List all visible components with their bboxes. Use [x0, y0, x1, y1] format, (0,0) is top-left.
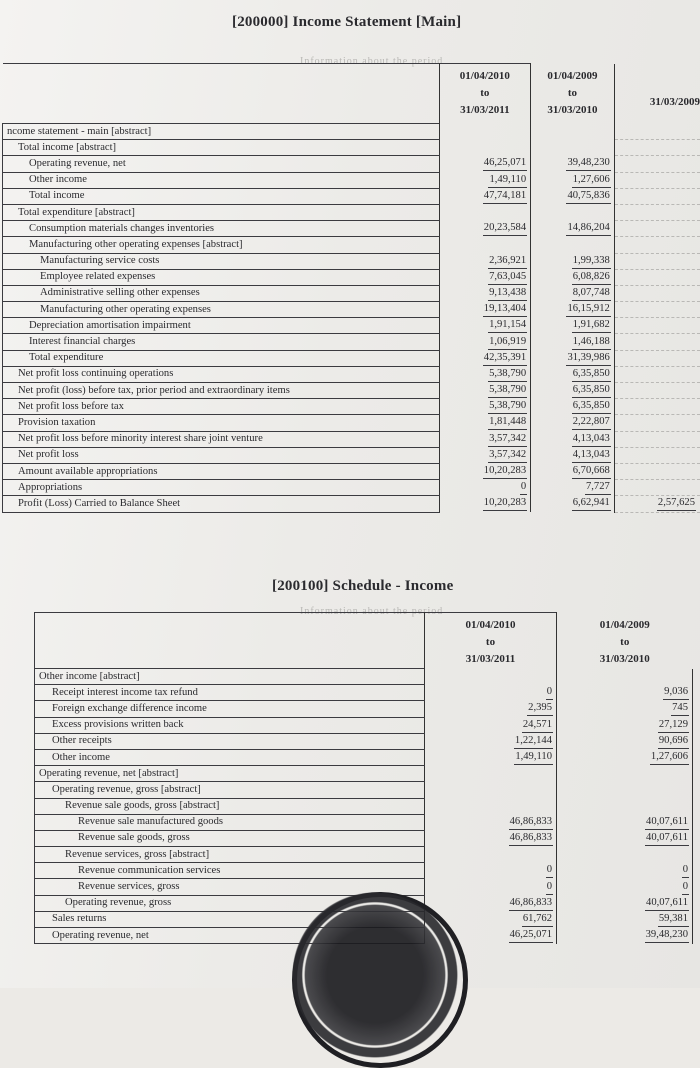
- value-cell: [531, 383, 615, 399]
- income-statement-title: [200000] Income Statement [Main]: [232, 14, 461, 31]
- value-cell: [439, 463, 531, 479]
- cell-value: 6,35,850: [572, 367, 611, 382]
- cell-value: 0: [520, 480, 527, 495]
- table-row: [3, 253, 700, 269]
- value-cell: [557, 685, 693, 701]
- value-cell: [439, 156, 531, 172]
- cell-value: 40,07,611: [645, 815, 689, 830]
- value-cell: [531, 253, 615, 269]
- table-row: [3, 431, 700, 447]
- cell-value: 6,08,826: [572, 270, 611, 285]
- table-row: [35, 782, 693, 798]
- value-cell: [439, 285, 531, 301]
- value-cell: [531, 269, 615, 285]
- value-cell: [614, 156, 700, 172]
- value-cell: [614, 415, 700, 431]
- table-row: [3, 463, 700, 479]
- cell-value: 1,46,188: [572, 335, 611, 350]
- cell-value: 1,06,919: [488, 335, 527, 350]
- value-cell: [614, 253, 700, 269]
- row-label: Sales returns: [35, 911, 425, 927]
- cell-value: 2,57,625: [657, 496, 696, 511]
- cell-value: 5,38,790: [488, 367, 527, 382]
- cell-value: 0: [546, 685, 553, 700]
- table-row: [3, 383, 700, 399]
- cell-value: 7,63,045: [488, 270, 527, 285]
- cell-value: 40,75,836: [566, 189, 610, 204]
- row-label: Administrative selling other expenses: [3, 285, 440, 301]
- value-cell: [531, 140, 615, 156]
- value-cell: [531, 447, 615, 463]
- value-cell: [439, 480, 531, 496]
- cell-value: 46,25,071: [483, 156, 527, 171]
- table-row: [35, 733, 693, 749]
- row-label: Revenue sale goods, gross [abstract]: [35, 798, 425, 814]
- value-cell: [614, 237, 700, 253]
- value-cell: [531, 496, 615, 512]
- value-cell: [439, 302, 531, 318]
- row-label: Revenue services, gross: [35, 879, 425, 895]
- table-row: [3, 285, 700, 301]
- row-label: Operating revenue, net: [35, 928, 425, 944]
- value-cell: [425, 701, 557, 717]
- row-label: Operating revenue, net: [3, 156, 440, 172]
- row-label: Manufacturing service costs: [3, 253, 440, 269]
- cell-value: 7,727: [585, 480, 611, 495]
- value-cell: [557, 928, 693, 944]
- value-cell: [614, 399, 700, 415]
- cell-value: 1,91,682: [572, 318, 611, 333]
- value-cell: [614, 480, 700, 496]
- cell-value: 0: [546, 880, 553, 895]
- cell-value: 9,036: [663, 685, 689, 700]
- value-cell: [439, 496, 531, 512]
- row-label: Employee related expenses: [3, 269, 440, 285]
- value-cell: [557, 863, 693, 879]
- cell-value: 1,49,110: [488, 173, 527, 188]
- value-cell: [531, 399, 615, 415]
- row-label: Manufacturing other operating expenses [abstract]: [3, 237, 440, 253]
- value-cell: [531, 237, 615, 253]
- value-cell: [557, 911, 693, 927]
- table-row: [3, 415, 700, 431]
- value-cell: [531, 172, 615, 188]
- value-cell: [531, 463, 615, 479]
- row-label: Interest financial charges: [3, 334, 440, 350]
- cell-value: 46,86,833: [509, 815, 553, 830]
- value-cell: [531, 415, 615, 431]
- row-label: Foreign exchange difference income: [35, 701, 425, 717]
- value-cell: [439, 383, 531, 399]
- value-cell: [557, 766, 693, 782]
- value-cell: [557, 782, 693, 798]
- row-label: Net profit loss before minority interest share joint venture: [3, 431, 440, 447]
- value-cell: [439, 399, 531, 415]
- value-cell: [439, 415, 531, 431]
- cell-value: 8,07,748: [572, 286, 611, 301]
- cell-value: 0: [682, 863, 689, 878]
- value-cell: [425, 685, 557, 701]
- table-row: [3, 334, 700, 350]
- table-row: [35, 766, 693, 782]
- cell-value: 31,39,986: [566, 351, 610, 366]
- table-row: [3, 366, 700, 382]
- value-cell: [439, 140, 531, 156]
- value-cell: [425, 847, 557, 863]
- value-cell: [614, 188, 700, 204]
- value-cell: [531, 156, 615, 172]
- cell-value: 1,27,606: [650, 750, 689, 765]
- row-label: Other income [abstract]: [35, 669, 425, 685]
- cell-value: 39,48,230: [566, 156, 610, 171]
- table-row: [3, 269, 700, 285]
- table-row: [3, 204, 700, 220]
- value-cell: [439, 350, 531, 366]
- value-cell: [614, 140, 700, 156]
- value-cell: [614, 447, 700, 463]
- value-cell: [531, 480, 615, 496]
- cell-value: 6,70,668: [572, 464, 611, 479]
- value-cell: [614, 431, 700, 447]
- cell-value: 61,762: [522, 912, 553, 927]
- cell-value: 3,57,342: [488, 448, 527, 463]
- cell-value: 9,13,438: [488, 286, 527, 301]
- cell-value: 47,74,181: [483, 189, 527, 204]
- row-label: Revenue services, gross [abstract]: [35, 847, 425, 863]
- cell-value: 1,99,338: [572, 254, 611, 269]
- row-label: Revenue communication services: [35, 863, 425, 879]
- value-cell: [439, 447, 531, 463]
- table-row: [3, 399, 700, 415]
- cell-value: 24,571: [522, 718, 553, 733]
- cell-value: 2,395: [527, 701, 553, 716]
- cell-value: 39,48,230: [645, 928, 689, 943]
- value-cell: [557, 701, 693, 717]
- value-cell: [531, 221, 615, 237]
- value-cell: [614, 318, 700, 334]
- value-cell: [557, 733, 693, 749]
- cell-value: 0: [682, 880, 689, 895]
- value-cell: [439, 334, 531, 350]
- cell-value: 19,13,404: [483, 302, 527, 317]
- value-cell: [439, 172, 531, 188]
- value-cell: [439, 221, 531, 237]
- cell-value: 40,07,611: [645, 831, 689, 846]
- cell-value: 1,91,154: [488, 318, 527, 333]
- cell-value: 2,22,807: [572, 415, 611, 430]
- value-cell: [557, 798, 693, 814]
- value-cell: [557, 749, 693, 765]
- value-cell: [614, 383, 700, 399]
- value-cell: [439, 431, 531, 447]
- schedule-caption: Information about the period: [300, 606, 443, 617]
- row-label: Net profit (loss) before tax, prior period and extraordinary items: [3, 383, 440, 399]
- row-label: Total income [abstract]: [3, 140, 440, 156]
- cell-value: 1,27,606: [572, 173, 611, 188]
- period-header-2009: 31/03/2009: [614, 64, 700, 124]
- value-cell: [614, 285, 700, 301]
- table-row: [35, 749, 693, 765]
- table-row: [35, 814, 693, 830]
- cell-value: 46,86,833: [509, 896, 553, 911]
- table-row: [3, 188, 700, 204]
- cell-value: 42,35,391: [483, 351, 527, 366]
- value-cell: [531, 204, 615, 220]
- period-header-2011: 01/04/2010 to 31/03/2011: [425, 613, 557, 669]
- value-cell: [425, 749, 557, 765]
- value-cell: [614, 302, 700, 318]
- row-label: Depreciation amortisation impairment: [3, 318, 440, 334]
- row-label: Excess provisions written back: [35, 717, 425, 733]
- row-label: Operating revenue, gross: [35, 895, 425, 911]
- value-cell: [439, 318, 531, 334]
- value-cell: [425, 733, 557, 749]
- cell-value: 3,57,342: [488, 432, 527, 447]
- row-label: Net profit loss: [3, 447, 440, 463]
- income-statement-caption: Information about the period: [300, 56, 443, 67]
- table-row: [3, 124, 700, 140]
- value-cell: [531, 350, 615, 366]
- schedule-income-title: [200100] Schedule - Income: [272, 578, 453, 595]
- table-row: [3, 302, 700, 318]
- value-cell: [614, 496, 700, 512]
- value-cell: [557, 814, 693, 830]
- value-cell: [439, 253, 531, 269]
- value-cell: [531, 302, 615, 318]
- row-label: Net profit loss continuing operations: [3, 366, 440, 382]
- value-cell: [614, 463, 700, 479]
- cell-value: 5,38,790: [488, 383, 527, 398]
- row-label: Total expenditure [abstract]: [3, 204, 440, 220]
- value-cell: [439, 366, 531, 382]
- cell-value: 46,25,071: [509, 928, 553, 943]
- value-cell: [425, 766, 557, 782]
- value-cell: [425, 669, 557, 685]
- value-cell: [557, 895, 693, 911]
- cell-value: 6,35,850: [572, 383, 611, 398]
- cell-value: 4,13,043: [572, 448, 611, 463]
- table-row: [3, 140, 700, 156]
- value-cell: [425, 830, 557, 846]
- value-cell: [614, 334, 700, 350]
- cell-value: 6,35,850: [572, 399, 611, 414]
- value-cell: [557, 847, 693, 863]
- table-row: [35, 798, 693, 814]
- cell-value: 4,13,043: [572, 432, 611, 447]
- cell-value: 16,15,912: [566, 302, 610, 317]
- cell-value: 10,20,283: [483, 464, 527, 479]
- table-row: [35, 669, 693, 685]
- period-header-2011: 01/04/2010 to 31/03/2011: [439, 64, 531, 124]
- cell-value: 14,86,204: [566, 221, 610, 236]
- table-row: [3, 221, 700, 237]
- cell-value: 90,696: [658, 734, 689, 749]
- cell-value: 6,62,941: [572, 496, 611, 511]
- table-row: [35, 685, 693, 701]
- table-row: [35, 863, 693, 879]
- value-cell: [425, 782, 557, 798]
- table-row: [3, 447, 700, 463]
- income-statement-table: [2, 63, 700, 513]
- cell-value: 20,23,584: [483, 221, 527, 236]
- value-cell: [614, 172, 700, 188]
- label-header: [3, 64, 440, 124]
- value-cell: [439, 204, 531, 220]
- row-label: Provision taxation: [3, 415, 440, 431]
- period-header-2010: 01/04/2009 to 31/03/2010: [531, 64, 615, 124]
- value-cell: [425, 879, 557, 895]
- value-cell: [531, 318, 615, 334]
- cell-value: 1,22,144: [514, 734, 553, 749]
- value-cell: [439, 237, 531, 253]
- row-label: Operating revenue, net [abstract]: [35, 766, 425, 782]
- row-label: Revenue sale goods, gross: [35, 830, 425, 846]
- cell-value: 46,86,833: [509, 831, 553, 846]
- table-row: [3, 172, 700, 188]
- value-cell: [614, 204, 700, 220]
- value-cell: [614, 366, 700, 382]
- cell-value: 5,38,790: [488, 399, 527, 414]
- cell-value: 10,20,283: [483, 496, 527, 511]
- cell-value: 2,36,921: [488, 254, 527, 269]
- value-cell: [557, 717, 693, 733]
- table-row: [35, 701, 693, 717]
- cell-value: 59,381: [658, 912, 689, 927]
- cell-value: 0: [546, 863, 553, 878]
- row-label: Profit (Loss) Carried to Balance Sheet: [3, 496, 440, 512]
- table-row: [3, 318, 700, 334]
- row-label: Total expenditure: [3, 350, 440, 366]
- row-label: ncome statement - main [abstract]: [3, 124, 440, 140]
- row-label: Receipt interest income tax refund: [35, 685, 425, 701]
- value-cell: [531, 285, 615, 301]
- row-label: Consumption materials changes inventories: [3, 221, 440, 237]
- value-cell: [531, 366, 615, 382]
- row-label: Operating revenue, gross [abstract]: [35, 782, 425, 798]
- row-label: Appropriations: [3, 480, 440, 496]
- value-cell: [425, 798, 557, 814]
- cell-value: 745: [671, 701, 689, 716]
- value-cell: [425, 814, 557, 830]
- value-cell: [614, 269, 700, 285]
- value-cell: [425, 863, 557, 879]
- table-row: [3, 480, 700, 496]
- table-row: [35, 847, 693, 863]
- value-cell: [439, 269, 531, 285]
- official-seal-emblem: [290, 890, 460, 1060]
- value-cell: [531, 188, 615, 204]
- cell-value: 27,129: [658, 718, 689, 733]
- cell-value: 1,49,110: [514, 750, 553, 765]
- value-cell: [557, 830, 693, 846]
- value-cell: [425, 895, 557, 911]
- table-row: [3, 350, 700, 366]
- row-label: Amount available appropriations: [3, 463, 440, 479]
- label-header: [35, 613, 425, 669]
- value-cell: [557, 669, 693, 685]
- value-cell: [614, 350, 700, 366]
- value-cell: [531, 431, 615, 447]
- table-row: [3, 156, 700, 172]
- table-row: [3, 237, 700, 253]
- value-cell: [439, 124, 531, 140]
- value-cell: [439, 188, 531, 204]
- value-cell: [614, 221, 700, 237]
- value-cell: [531, 124, 615, 140]
- period-header-2010: 01/04/2009 to 31/03/2010: [557, 613, 693, 669]
- row-label: Net profit loss before tax: [3, 399, 440, 415]
- row-label: Other income: [3, 172, 440, 188]
- cell-value: 1,81,448: [488, 415, 527, 430]
- row-label: Other receipts: [35, 733, 425, 749]
- value-cell: [531, 334, 615, 350]
- table-row: [35, 717, 693, 733]
- row-label: Manufacturing other operating expenses: [3, 302, 440, 318]
- value-cell: [425, 717, 557, 733]
- cell-value: 40,07,611: [645, 896, 689, 911]
- table-row: [35, 830, 693, 846]
- value-cell: [557, 879, 693, 895]
- table-row: [3, 496, 700, 512]
- row-label: Other income: [35, 749, 425, 765]
- row-label: Revenue sale manufactured goods: [35, 814, 425, 830]
- value-cell: [614, 124, 700, 140]
- row-label: Total income: [3, 188, 440, 204]
